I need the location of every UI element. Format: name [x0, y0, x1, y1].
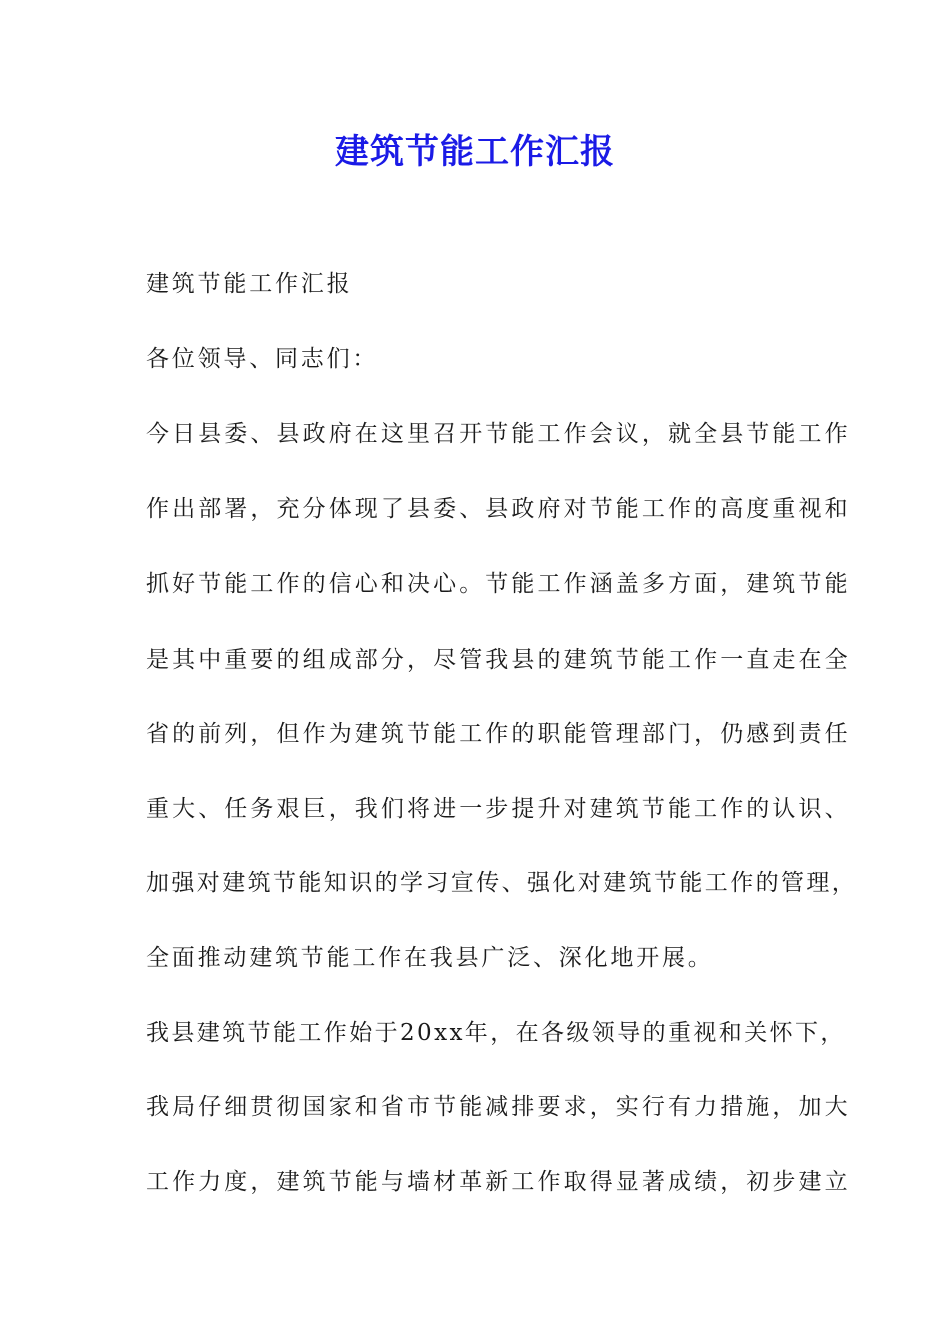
paragraph-line: 作出部署，充分体现了县委、县政府对节能工作的高度重视和 [146, 496, 851, 522]
paragraph-line: 是其中重要的组成部分，尽管我县的建筑节能工作一直走在全 [146, 647, 851, 673]
paragraph-line: 重大、任务艰巨，我们将进一步提升对建筑节能工作的认识、 [146, 796, 851, 822]
paragraph-line: 我局仔细贯彻国家和省市节能减排要求，实行有力措施，加大 [146, 1094, 851, 1120]
paragraph-line: 省的前列，但作为建筑节能工作的职能管理部门，仍感到责任 [146, 721, 851, 747]
salutation: 各位领导、同志们： [146, 346, 379, 372]
paragraph-line: 今日县委、县政府在这里召开节能工作会议，就全县节能工作 [146, 421, 851, 447]
paragraph-line: 抓好节能工作的信心和决心。节能工作涵盖多方面，建筑节能 [146, 571, 851, 597]
paragraph-line: 加强对建筑节能知识的学习宣传、强化对建筑节能工作的管理， [146, 870, 858, 896]
paragraph-line: 全面推动建筑节能工作在我县广泛、深化地开展。 [146, 945, 714, 971]
paragraph-line: 工作力度，建筑节能与墙材革新工作取得显著成绩，初步建立 [146, 1169, 851, 1195]
document-title: 建筑节能工作汇报 [335, 132, 615, 172]
paragraph-line: 我县建筑节能工作始于20xx年，在各级领导的重视和关怀下， [146, 1020, 846, 1046]
body-subtitle: 建筑节能工作汇报 [146, 271, 353, 297]
